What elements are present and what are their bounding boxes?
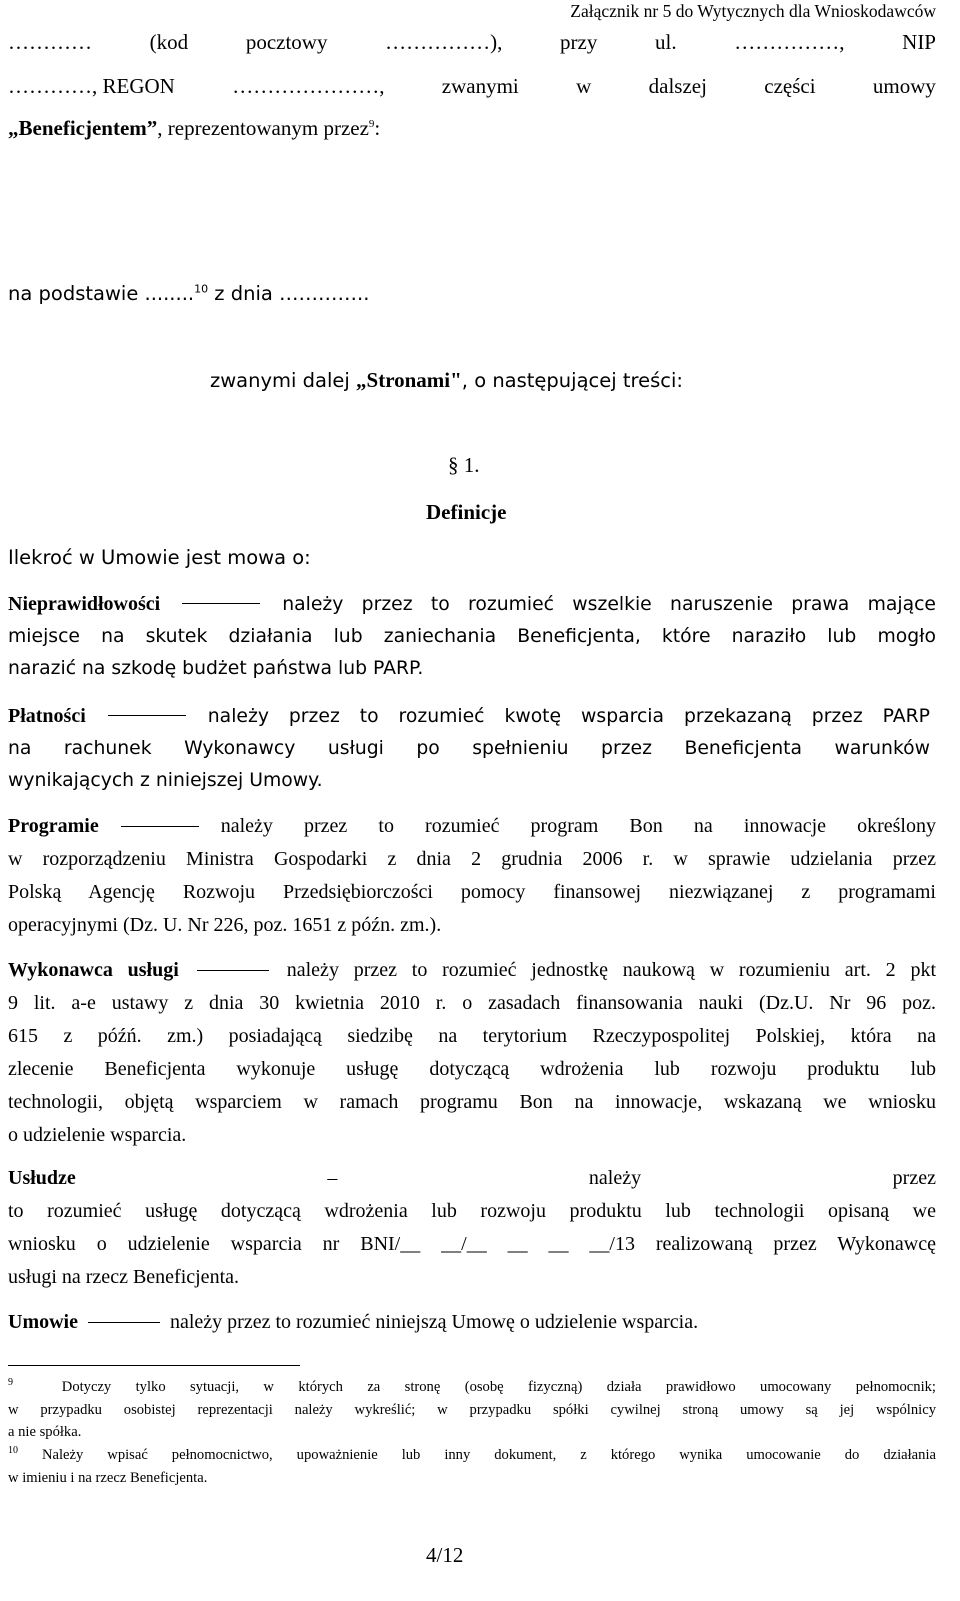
def-wykonawca-l3: 615 z późń. zm.) posiadającą siedzibę na terytorium Rzeczypospolitej Polskiej, która na	[8, 1025, 936, 1047]
parties-line	[210, 368, 683, 393]
intro-l2-d: w	[576, 74, 592, 98]
def-wykonawca-l1	[8, 959, 936, 982]
def-platnosci-l2: na rachunek Wykonawcy usługi po spełnieniu przez Beneficjenta warunków	[8, 738, 930, 759]
def-nieprawidlowosci-term: Nieprawidłowości	[8, 593, 161, 615]
intro-l3-end: :	[374, 116, 381, 140]
def-usludze-dash: –	[327, 1167, 338, 1189]
intro-line-1: ………… (kod pocztowy ……………), przy ul. ……………, NIP	[8, 30, 936, 54]
def-umowie	[8, 1311, 698, 1334]
em-dash	[108, 715, 186, 716]
footnote-10-num: 10	[8, 1445, 18, 1457]
parties-post: , o następującej treści:	[461, 369, 683, 392]
def-programie-l3: Polską Agencję Rozwoju Przedsiębiorczości pomocy finansowej niezwiązanej z programami	[8, 881, 936, 903]
def-usludze-term: Usłudze	[8, 1167, 76, 1189]
def-wykonawca-l4: zlecenie Beneficjenta wykonuje usługę dotyczącą wdrożenia lub rozwoju produktu lub	[8, 1058, 936, 1080]
def-platnosci-l1	[8, 705, 930, 728]
lead-line: Ilekroć w Umowie jest mowa o:	[8, 546, 311, 569]
def-programie-l4: operacyjnymi (Dz. U. Nr 226, poz. 1651 z późn. zm.).	[8, 914, 442, 936]
def-usludze-l4: usługi na rzecz Beneficjenta.	[8, 1266, 239, 1288]
intro-l2-b: …………………,	[232, 74, 385, 98]
def-wykonawca-l2: 9 lit. a-e ustawy z dnia 30 kwietnia 2010 r. o zasadach finansowania nauki (Dz.U. Nr 96 poz.	[8, 992, 936, 1014]
section-number: § 1.	[448, 453, 480, 477]
def-platnosci-text-1: należy przez to rozumieć kwotę wsparcia przekazaną przez PARP	[207, 706, 930, 727]
def-nieprawidlowosci-l1	[8, 593, 936, 616]
footnote-ref-10: 10	[194, 282, 209, 296]
footnote-9-l1	[8, 1379, 936, 1396]
footnote-separator	[8, 1365, 300, 1366]
footnote-9-num: 9	[8, 1377, 13, 1389]
em-dash	[88, 1322, 160, 1323]
def-umowie-term: Umowie	[8, 1311, 78, 1333]
intro-l2-g: umowy	[872, 74, 936, 98]
em-dash	[197, 970, 269, 971]
intro-line-3	[8, 116, 380, 141]
def-usludze-w1: należy	[588, 1167, 642, 1189]
section-title: Definicje	[426, 500, 507, 524]
footnote-9-l3: a nie spółka.	[8, 1424, 82, 1440]
intro-line-2	[8, 74, 936, 99]
def-wykonawca-term: Wykonawca usługi	[8, 959, 179, 981]
def-programie-term: Programie	[8, 815, 99, 837]
intro-l2-f: części	[764, 74, 816, 98]
footnote-10-text-1: Należy wpisać pełnomocnictwo, upoważnienie lub inny dokument, z którego wynika umocowanie do działania	[41, 1447, 936, 1463]
def-nieprawidlowosci-text-1: należy przez to rozumieć wszelkie naruszenie prawa mające	[282, 594, 936, 615]
def-usludze-l3: wniosku o udzielenie wsparcia nr BNI/__ __/__ __ __ __/13 realizowaną przez Wykonawcę	[8, 1233, 936, 1255]
intro-l2-c: zwanymi	[441, 74, 519, 98]
basis-b: z dnia …………..	[208, 282, 370, 305]
def-wykonawca-l6: o udzielenie wsparcia.	[8, 1124, 187, 1146]
footnote-10-l1	[8, 1447, 936, 1464]
basis-a: na podstawie ........	[8, 282, 195, 305]
def-wykonawca-text-1: należy przez to rozumieć jednostkę naukową w rozumieniu art. 2 pkt	[286, 959, 936, 981]
def-wykonawca-l5: technologii, objętą wsparciem w ramach programu Bon na innowacje, wskazaną we wniosku	[8, 1091, 936, 1113]
def-usludze-w2: przez	[892, 1167, 936, 1189]
em-dash	[121, 826, 199, 827]
basis-line	[8, 282, 369, 305]
def-usludze-l2: to rozumieć usługę dotyczącą wdrożenia lub rozwoju produktu lub technologii opisaną we	[8, 1200, 936, 1222]
footnote-9-l2: w przypadku osobistej reprezentacji należy wykreślić; w przypadku spółki cywilnej stroną umowy są jej wspólnicy	[8, 1402, 936, 1418]
intro-l3-rest: , reprezentowanym przez	[157, 116, 369, 140]
annex-header: Załącznik nr 5 do Wytycznych dla Wnioskodawców	[570, 1, 936, 21]
def-programie-text-1: należy przez to rozumieć program Bon na innowacje określony	[220, 815, 936, 837]
footnote-9-text-1: Dotyczy tylko sytuacji, w których za stronę (osobę fizyczną) działa prawidłowo umocowany pełnomocnik;	[61, 1379, 936, 1395]
page-number: 4/12	[426, 1543, 464, 1567]
footnote-ref-9: 9	[368, 118, 375, 130]
def-platnosci-l3: wynikających z niniejszej Umowy.	[8, 770, 323, 791]
def-programie-l2: w rozporządzeniu Ministra Gospodarki z dnia 2 grudnia 2006 r. w sprawie udzielania przez	[8, 848, 936, 870]
footnote-10-l2: w imieniu i na rzecz Beneficjenta.	[8, 1470, 208, 1486]
def-nieprawidlowosci-l3: narazić na szkodę budżet państwa lub PARP.	[8, 658, 424, 679]
def-platnosci-term: Płatności	[8, 705, 86, 727]
em-dash	[182, 603, 260, 604]
def-umowie-text: należy przez to rozumieć niniejszą Umowę o udzielenie wsparcia.	[169, 1311, 699, 1333]
beneficjent-term: „Beneficjentem”	[8, 116, 158, 140]
def-nieprawidlowosci-l2: miejsce na skutek działania lub zaniechania Beneficjenta, które naraziło lub mogło	[8, 626, 936, 647]
parties-pre: zwanymi dalej	[210, 369, 357, 392]
parties-bold: „Stronami"	[356, 368, 462, 392]
intro-l2-e: dalszej	[648, 74, 707, 98]
intro-l2-a: …………, REGON	[8, 74, 175, 98]
def-usludze-l1	[8, 1167, 936, 1190]
def-programie-l1	[8, 815, 936, 838]
